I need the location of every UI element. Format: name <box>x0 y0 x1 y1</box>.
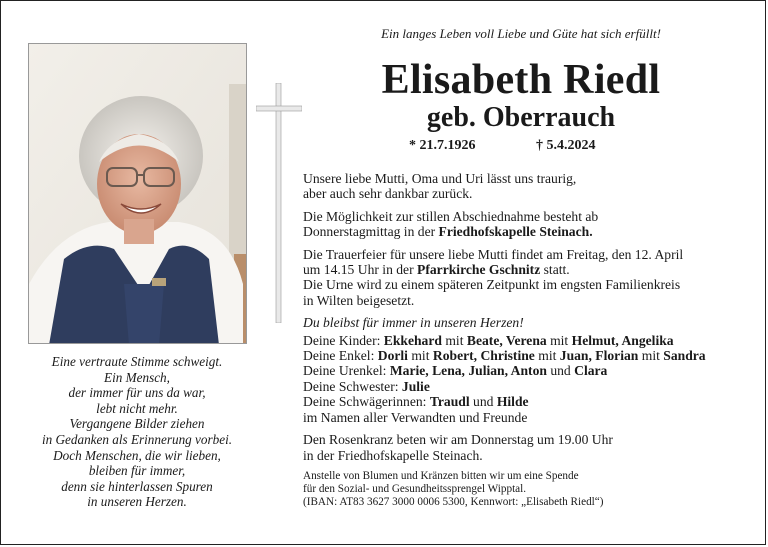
relatives-list <box>303 333 743 425</box>
poem-line: Ein Mensch, <box>104 369 170 385</box>
birth-name: geb. Oberrauch <box>426 102 616 133</box>
motto: Ein langes Leben voll Liebe und Güte hat sich erfüllt! <box>381 26 661 41</box>
heart-line: Du bleibst für immer in unseren Herzen! <box>303 315 524 331</box>
deceased-name: Elisabeth Riedl <box>381 57 661 103</box>
poem-line: Eine vertraute Stimme schweigt. <box>51 354 223 369</box>
funeral-line: in Wilten beigesetzt. <box>303 292 415 308</box>
sister-line: Deine Schwester: Julie <box>303 378 430 394</box>
poem-line: Doch Menschen, die wir lieben, <box>53 447 221 463</box>
grandchildren-line: Deine Enkel: Dorli mit Robert, Christine mit Juan, Florian mit Sandra <box>303 348 706 364</box>
funeral-line: Die Trauerfeier für unsere liebe Mutti findet am Freitag, den 12. April <box>303 246 684 262</box>
farewell-line: Die Möglichkeit zur stillen Abschiednahme besteht ab <box>303 208 599 224</box>
rosary-line: Den Rosenkranz beten wir am Donnerstag um 19.00 Uhr <box>303 432 613 448</box>
poem-line: bleiben für immer, <box>88 463 186 479</box>
memorial-poem <box>19 354 255 510</box>
donation-line: Anstelle von Blumen und Kränzen bitten wir um eine Spende <box>303 469 579 482</box>
poem-line: denn sie hinterlassen Spuren <box>61 478 213 494</box>
birth-date: * 21.7.1926 <box>409 138 476 153</box>
great-grandchildren-line: Deine Urenkel: Marie, Lena, Julian, Anton und Clara <box>303 363 608 379</box>
funeral-line: Die Urne wird zu einem späteren Zeitpunkt im engsten Familienkreis <box>303 277 681 293</box>
donation-line: für den Sozial- und Gesundheitssprengel Wipptal. <box>303 482 527 495</box>
funeral-location: Pfarrkirche Gschnitz <box>417 262 541 278</box>
intro-line: aber auch sehr dankbar zurück. <box>303 186 473 202</box>
poem-line: lebt nicht mehr. <box>96 400 178 416</box>
relatives-line: im Namen aller Verwandten und Freunde <box>303 409 528 425</box>
donation-line: (IBAN: AT83 3627 3000 0006 5300, Kennwort: „Elisabeth Riedl“) <box>303 495 604 508</box>
poem-line: der immer für uns da war, <box>68 385 206 401</box>
cross-icon <box>256 83 302 323</box>
poem-line: in Gedanken als Erinnerung vorbei. <box>41 431 233 447</box>
rosary-line: in der Friedhofskapelle Steinach. <box>303 447 483 463</box>
donation-note <box>303 470 743 509</box>
funeral-line: um 14.15 Uhr in der Pfarrkirche Gschnitz statt. <box>303 262 570 278</box>
poem-line: Vergangene Bilder ziehen <box>69 416 205 432</box>
sisters-in-law-line: Deine Schwägerinnen: Traudl und Hilde <box>303 394 529 410</box>
farewell-location: Friedhofskapelle Steinach. <box>438 224 593 240</box>
poem-line: in unseren Herzen. <box>87 494 187 510</box>
intro-line: Unsere liebe Mutti, Oma und Uri lässt uns traurig, <box>303 171 577 186</box>
notice-body <box>303 164 743 509</box>
portrait-photo <box>28 43 247 344</box>
death-date: † 5.4.2024 <box>536 138 596 153</box>
farewell-line: Donnerstagmittag in der Friedhofskapelle Steinach. <box>303 224 593 240</box>
portrait-image <box>29 44 247 344</box>
children-line: Deine Kinder: Ekkehard mit Beate, Verena mit Helmut, Angelika <box>303 332 674 348</box>
